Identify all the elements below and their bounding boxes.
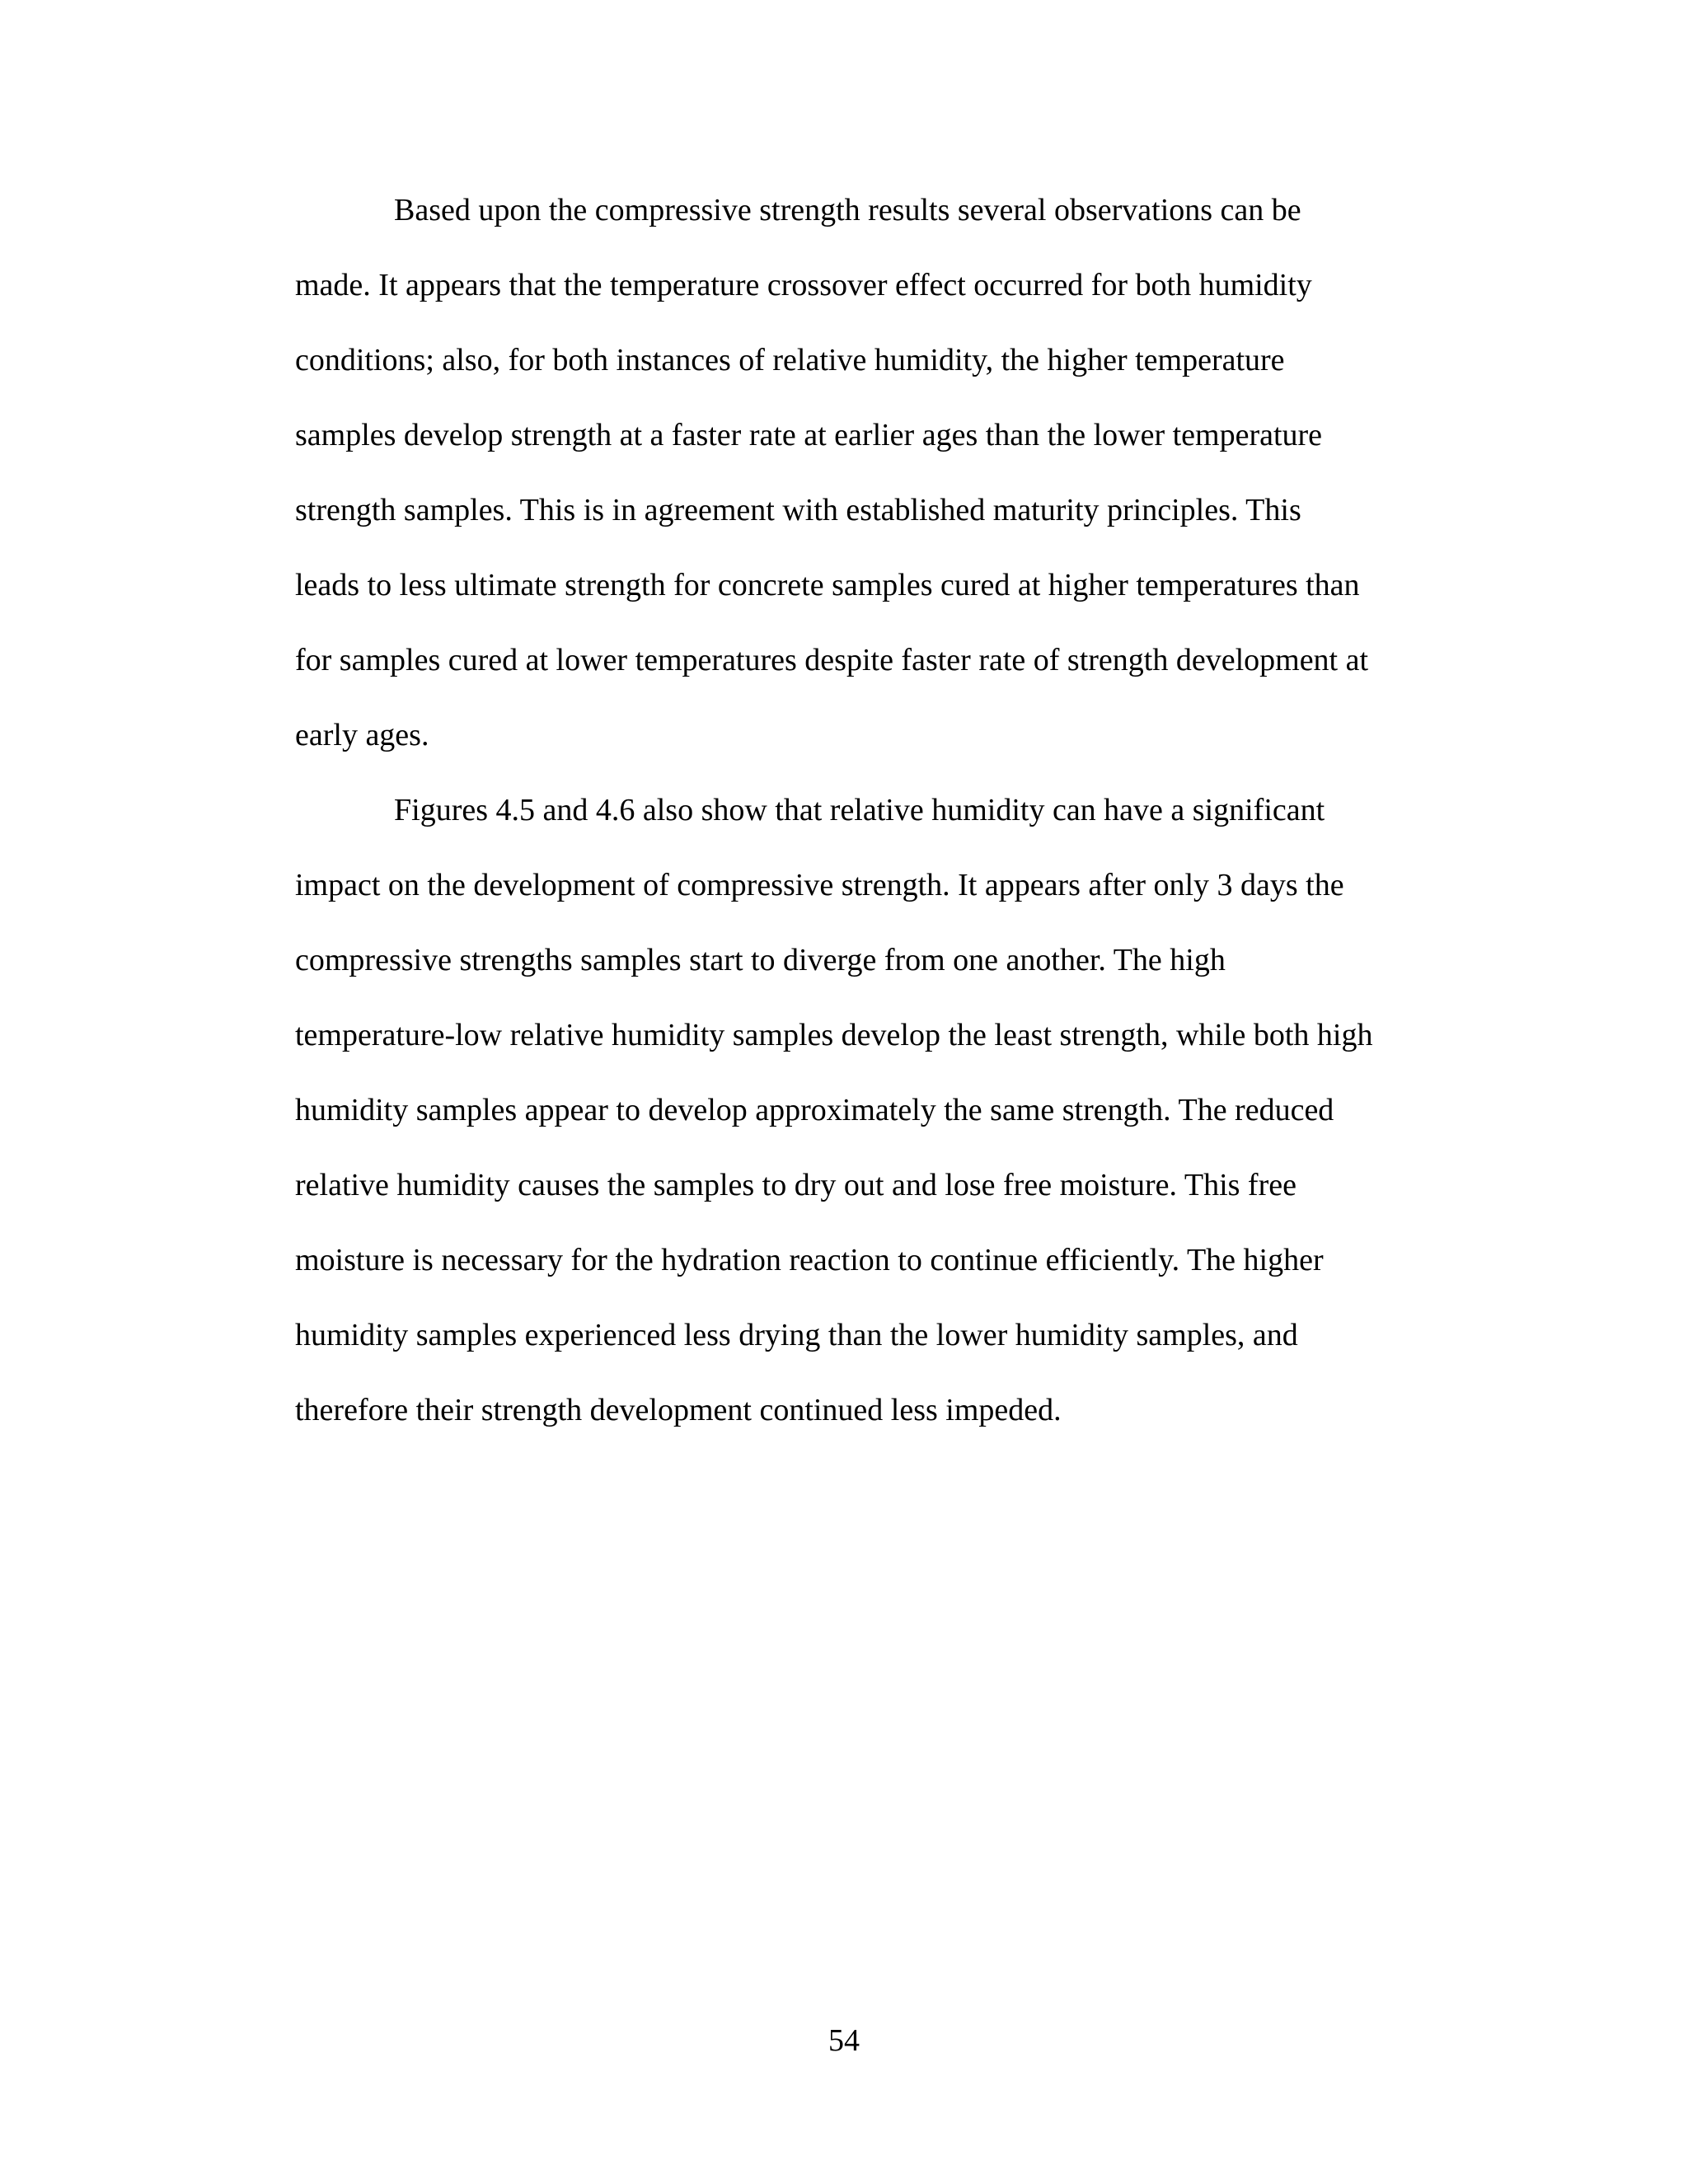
paragraph-2-line-3: compressive strengths samples start to diverge from one another. The high — [295, 943, 1226, 977]
paragraph-1-line-7: for samples cured at lower temperatures despite faster rate of strength development at — [295, 643, 1369, 677]
paragraph-2-line-5: humidity samples appear to develop approximately the same strength. The reduced — [295, 1093, 1334, 1127]
paragraph-1-line-6: leads to less ultimate strength for concrete samples cured at higher temperatures than — [295, 568, 1360, 602]
paragraph-1-line-8: early ages. — [295, 718, 429, 752]
paragraph-2-line-6: relative humidity causes the samples to dry out and lose free moisture. This free — [295, 1168, 1296, 1202]
page-number: 54 — [828, 2023, 860, 2058]
paragraph-1-line-5: strength samples. This is in agreement with established maturity principles. This — [295, 493, 1301, 527]
paragraph-1-line-4: samples develop strength at a faster rate at earlier ages than the lower temperature — [295, 418, 1323, 452]
paragraph-2-line-2: impact on the development of compressive strength. It appears after only 3 days the — [295, 868, 1344, 902]
paragraph-1-line-1: Based upon the compressive strength results several observations can be — [394, 193, 1301, 227]
paragraph-1-line-2: made. It appears that the temperature crossover effect occurred for both humidity — [295, 268, 1312, 302]
paragraph-2-line-8: humidity samples experienced less drying than the lower humidity samples, and — [295, 1318, 1298, 1352]
paragraph-2-line-1: Figures 4.5 and 4.6 also show that relative humidity can have a significant — [394, 793, 1325, 827]
paragraph-2-line-4: temperature-low relative humidity samples develop the least strength, while both high — [295, 1018, 1373, 1052]
paragraph-2-line-7: moisture is necessary for the hydration reaction to continue efficiently. The higher — [295, 1243, 1324, 1277]
paragraph-2-line-9: therefore their strength development continued less impeded. — [295, 1393, 1062, 1427]
paragraph-1-line-3: conditions; also, for both instances of relative humidity, the higher temperature — [295, 343, 1285, 377]
